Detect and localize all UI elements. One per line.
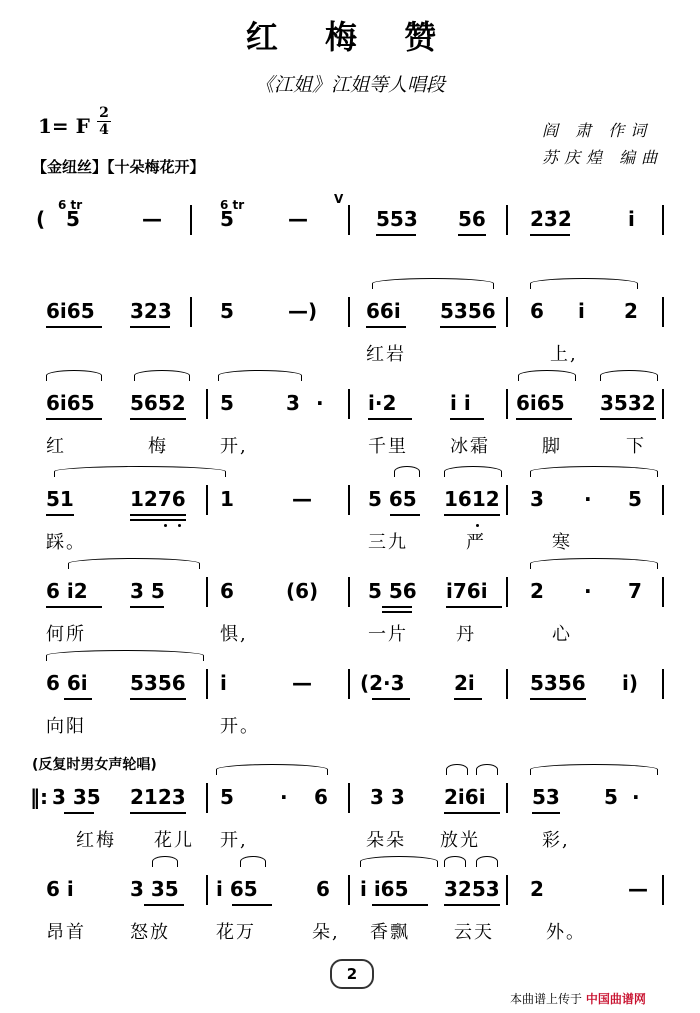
note: 3 — [530, 487, 544, 511]
slur — [530, 558, 658, 569]
repeat-sign: ‖: — [30, 785, 48, 809]
barline — [206, 485, 208, 515]
underline — [130, 514, 186, 516]
underline — [46, 326, 102, 328]
notes-row — [30, 296, 670, 326]
note: 2 — [624, 299, 638, 323]
song-subtitle: 《江姐》江姐等人唱段 — [254, 74, 445, 96]
note: · — [280, 785, 288, 809]
slur — [394, 466, 420, 477]
note: 53 — [532, 785, 560, 809]
grace-note: 6 tr — [220, 198, 245, 212]
underline — [368, 418, 412, 420]
underline — [454, 698, 482, 700]
underline — [600, 418, 656, 420]
underline — [64, 812, 94, 814]
note: 7 — [628, 579, 642, 603]
lyric: 冰霜 — [450, 436, 490, 457]
slur — [46, 370, 102, 381]
note: 3 5 — [130, 579, 165, 603]
barline — [506, 875, 508, 905]
lyric: 花万 — [216, 922, 256, 943]
key-signature: 1= F — [38, 114, 90, 138]
slur — [476, 764, 498, 775]
note: 2̇3̇2̇ — [530, 207, 572, 231]
slur — [476, 856, 498, 867]
notes-row — [30, 388, 670, 418]
barline — [348, 205, 350, 235]
note: 51 — [46, 487, 74, 511]
song-title: 红 梅 赞 — [245, 18, 455, 56]
underline — [382, 611, 412, 613]
underline — [372, 698, 410, 700]
note: 323 — [130, 299, 172, 323]
slur — [218, 370, 302, 381]
underline — [144, 904, 184, 906]
lyric: 一片 — [368, 624, 408, 645]
underline — [458, 234, 486, 236]
slur — [372, 278, 494, 289]
underline — [130, 418, 186, 420]
note: 6 i — [46, 877, 74, 901]
slur — [518, 370, 576, 381]
barline — [506, 205, 508, 235]
qupai-label: 【金纽丝】【十朵梅花开】 — [32, 158, 205, 176]
barline — [190, 297, 192, 327]
lyric: 开, — [220, 436, 248, 457]
slur — [600, 370, 658, 381]
slur — [68, 558, 200, 569]
note: 2i — [454, 671, 475, 695]
underline — [450, 418, 484, 420]
score-line-7 — [30, 782, 670, 886]
lyric: 红梅 — [76, 830, 116, 851]
underline — [130, 812, 186, 814]
underline — [444, 514, 500, 516]
barline — [506, 783, 508, 813]
barline — [348, 577, 350, 607]
lyric: 外。 — [546, 922, 586, 943]
slur — [444, 466, 502, 477]
slur — [360, 856, 438, 867]
low-dot — [476, 524, 479, 527]
note: 3253 — [444, 877, 500, 901]
barline — [662, 669, 664, 699]
underline — [444, 904, 500, 906]
note: 56 — [458, 207, 486, 231]
note: 3 3 — [370, 785, 405, 809]
notes-row — [30, 668, 670, 698]
note: 5 — [220, 785, 234, 809]
slur — [444, 856, 466, 867]
underline — [446, 606, 502, 608]
lyric: 心 — [552, 624, 572, 645]
lyric: 昂首 — [46, 922, 86, 943]
underline — [130, 606, 164, 608]
note: 6 — [530, 299, 544, 323]
lyricist-credit: 阎 肃 作词 — [542, 121, 653, 140]
score-line-5 — [30, 576, 670, 680]
note: 553 — [376, 207, 418, 231]
note: i76i — [446, 579, 488, 603]
note: · — [632, 785, 640, 809]
note: i — [628, 207, 635, 231]
note: — — [142, 207, 162, 231]
note: 6 i2 — [46, 579, 88, 603]
lyric: 下 — [626, 436, 646, 457]
underline — [232, 904, 272, 906]
note: i i65 — [360, 877, 409, 901]
underline — [516, 418, 572, 420]
lyric: 花儿 — [154, 830, 194, 851]
note: 5 65 — [368, 487, 417, 511]
note: · — [584, 579, 592, 603]
barline — [348, 485, 350, 515]
note: 2123 — [130, 785, 186, 809]
note: i — [220, 671, 227, 695]
underline — [440, 326, 496, 328]
slur — [530, 764, 658, 775]
note: — — [628, 877, 648, 901]
note: — — [288, 207, 308, 231]
note: —) — [288, 299, 318, 323]
notes-row — [30, 576, 670, 606]
underline — [46, 418, 102, 420]
note: 6 — [220, 579, 234, 603]
note: 3 — [286, 391, 300, 415]
underline — [46, 606, 102, 608]
barline — [662, 485, 664, 515]
lyric: 开, — [220, 830, 248, 851]
underline — [530, 234, 570, 236]
note: 3532 — [600, 391, 656, 415]
underline — [130, 519, 186, 521]
note: i — [578, 299, 585, 323]
slur — [134, 370, 190, 381]
lyric: 惧, — [220, 624, 248, 645]
underline — [130, 698, 186, 700]
time-signature — [97, 106, 111, 137]
barline — [190, 205, 192, 235]
note: 2 — [530, 579, 544, 603]
note: 6i65 — [46, 299, 95, 323]
lyric: 彩, — [542, 830, 570, 851]
note: 5 56 — [368, 579, 417, 603]
note: · — [316, 391, 324, 415]
lyric: 向阳 — [46, 716, 86, 737]
underline — [372, 904, 428, 906]
note: i) — [622, 671, 638, 695]
composer-credit: 苏庆煌 编曲 — [542, 148, 664, 167]
underline — [46, 514, 74, 516]
slur — [530, 278, 638, 289]
note: i·2 — [368, 391, 397, 415]
barline — [662, 205, 664, 235]
barline — [348, 297, 350, 327]
barline — [206, 577, 208, 607]
note: i i — [450, 391, 471, 415]
lyric: 红 — [46, 436, 66, 457]
slur — [446, 764, 468, 775]
score-line-2 — [30, 296, 670, 400]
notes-row — [30, 782, 670, 812]
note: 66i — [366, 299, 401, 323]
note: — — [292, 671, 312, 695]
underline — [390, 514, 420, 516]
note: 2 — [530, 877, 544, 901]
note: · — [584, 487, 592, 511]
note: 5 — [604, 785, 618, 809]
barline — [662, 577, 664, 607]
barline — [206, 389, 208, 419]
barline — [206, 669, 208, 699]
lyric: 千里 — [368, 436, 408, 457]
lyric: 朵朵 — [366, 830, 406, 851]
low-dot — [178, 524, 181, 527]
underline — [64, 698, 92, 700]
note: 6i65 — [516, 391, 565, 415]
note: i 65 — [216, 877, 258, 901]
note: 5652 — [130, 391, 186, 415]
note: 3 35 — [130, 877, 179, 901]
breath-mark: V — [334, 192, 344, 206]
footer-brand-link[interactable]: 中国曲谱网 — [585, 992, 646, 1006]
slur — [152, 856, 178, 867]
note: — — [292, 487, 312, 511]
score-line-4 — [30, 484, 670, 588]
barline — [348, 669, 350, 699]
barline — [506, 577, 508, 607]
lyric: 香飘 — [370, 922, 410, 943]
note: (2·3 — [360, 671, 405, 695]
note: 1 — [220, 487, 234, 511]
barline — [348, 783, 350, 813]
meter-bottom: 4 — [99, 122, 109, 138]
note: 6 6i — [46, 671, 88, 695]
underline — [532, 812, 560, 814]
low-dot — [164, 524, 167, 527]
slur — [46, 650, 204, 661]
underline — [130, 326, 170, 328]
grace-note: 6 tr — [58, 198, 83, 212]
barline — [506, 485, 508, 515]
lyric: 红岩 — [366, 344, 406, 365]
page-number: 2 — [330, 959, 374, 989]
note: 3 35 — [52, 785, 101, 809]
lyric: 怒放 — [130, 922, 170, 943]
barline — [506, 669, 508, 699]
score-line-1 — [30, 192, 670, 308]
underline — [444, 812, 500, 814]
note: 5 — [628, 487, 642, 511]
lyric: 丹 — [456, 624, 476, 645]
lyric: 朵, — [312, 922, 340, 943]
note: 1276 — [130, 487, 186, 511]
meter-top: 2 — [99, 105, 109, 121]
slur — [240, 856, 266, 867]
footer-credit — [510, 990, 646, 1007]
barline — [206, 783, 208, 813]
lyric: 踩。 — [46, 532, 86, 553]
underline — [366, 326, 406, 328]
note: 6 — [316, 877, 330, 901]
barline — [348, 875, 350, 905]
barline — [506, 389, 508, 419]
footer-prefix: 本曲谱上传于 — [510, 992, 583, 1006]
underline — [376, 234, 416, 236]
underline — [382, 606, 412, 608]
repeat-note: (反复时男女声轮唱) — [32, 757, 157, 773]
note: 5356 — [440, 299, 496, 323]
lyric: 脚 — [542, 436, 562, 457]
lyric: 三九 — [368, 532, 408, 553]
notes-row — [30, 484, 670, 514]
note: ( — [36, 207, 46, 231]
lyric: 梅 — [148, 436, 168, 457]
barline — [506, 297, 508, 327]
note: 5 — [220, 391, 234, 415]
lyric: 上, — [550, 344, 578, 365]
underline — [530, 698, 586, 700]
barline — [348, 389, 350, 419]
lyric: 寒 — [552, 532, 572, 553]
notes-row — [30, 874, 670, 904]
lyric: 严 — [466, 532, 486, 553]
lyric: 开。 — [220, 716, 260, 737]
note: 6i65 — [46, 391, 95, 415]
slur — [54, 466, 226, 477]
note: 6 — [314, 785, 328, 809]
note: 5356 — [530, 671, 586, 695]
note: 1612 — [444, 487, 500, 511]
note: (6) — [286, 579, 319, 603]
slur — [216, 764, 328, 775]
note: 5356 — [130, 671, 186, 695]
note: 5 — [220, 299, 234, 323]
barline — [662, 875, 664, 905]
notes-row — [30, 204, 670, 234]
barline — [206, 875, 208, 905]
lyric: 云天 — [454, 922, 494, 943]
lyric: 放光 — [440, 830, 480, 851]
note: 5 — [220, 207, 234, 231]
barline — [662, 389, 664, 419]
note: 5 — [66, 207, 80, 231]
note: 2i6i — [444, 785, 486, 809]
lyric: 何所 — [46, 624, 86, 645]
barline — [662, 297, 664, 327]
slur — [530, 466, 658, 477]
